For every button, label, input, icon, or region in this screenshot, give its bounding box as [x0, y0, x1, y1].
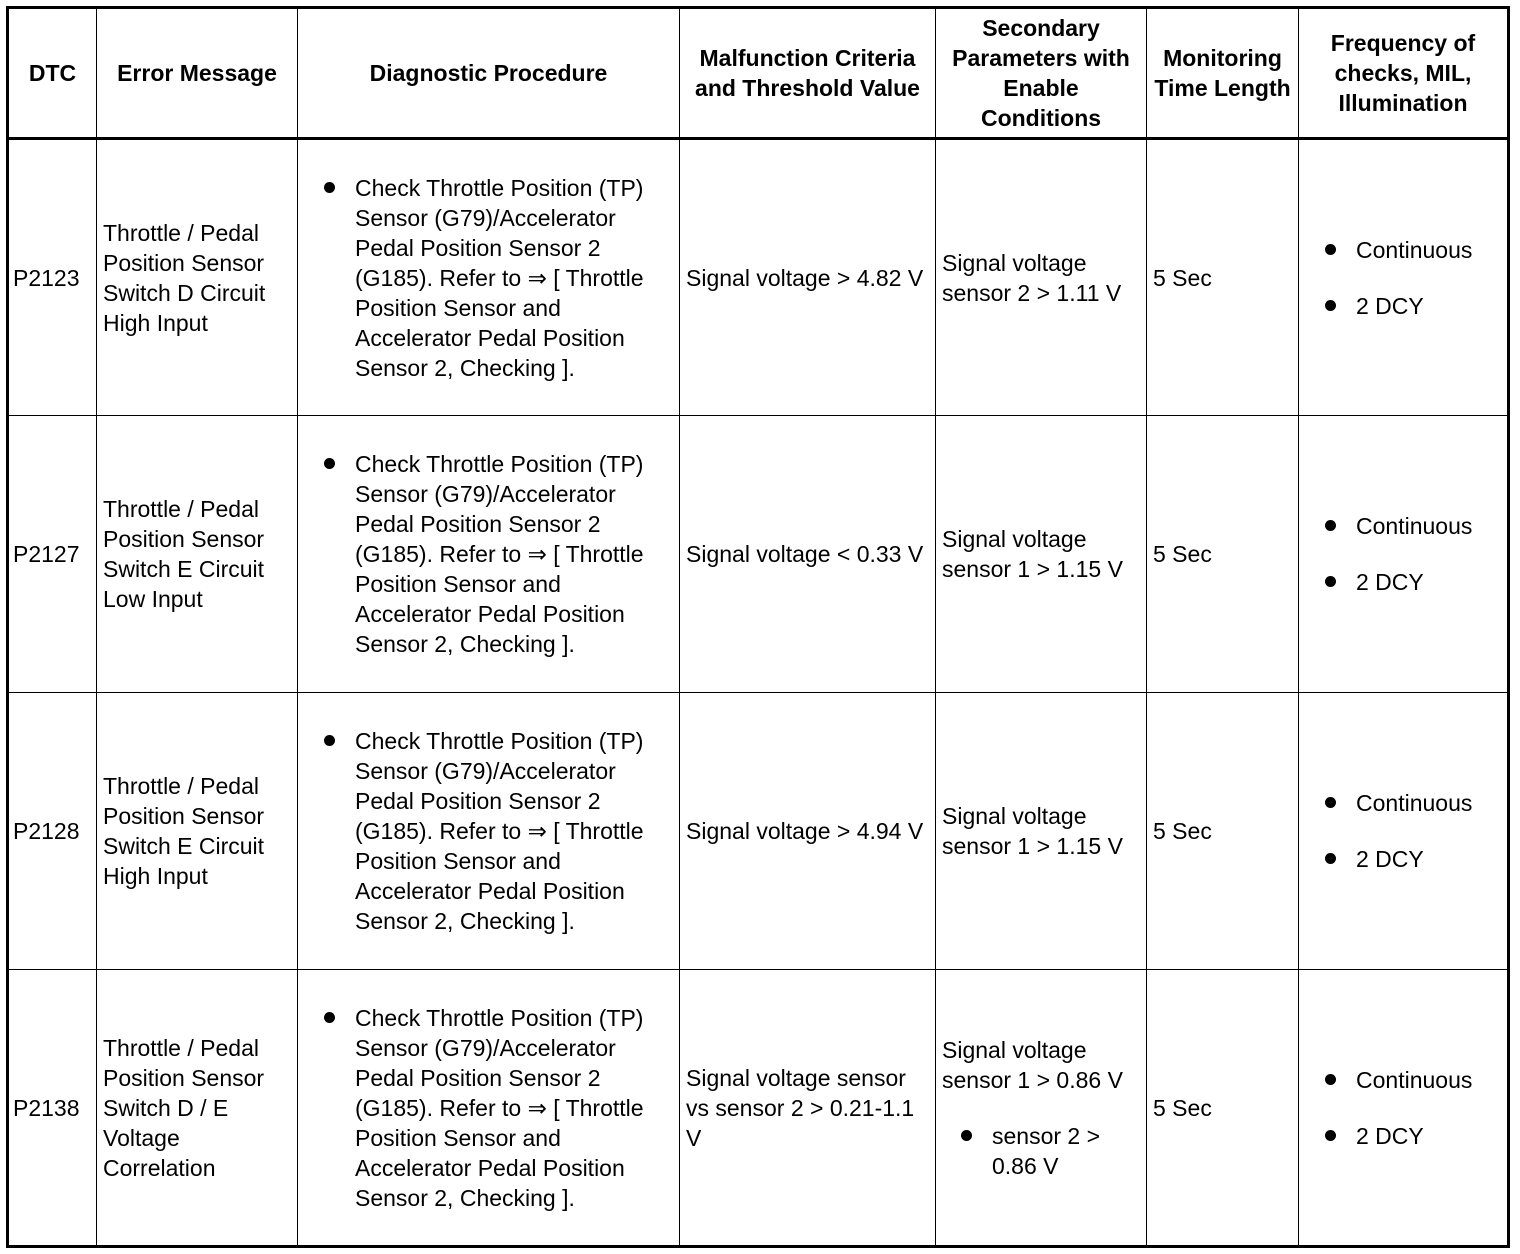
- frequency-list: [1305, 235, 1501, 321]
- error-message: Throttle / Pedal Position Sensor Switch D / E Voltage Correlation: [97, 970, 298, 1247]
- frequency-list: [1305, 788, 1501, 874]
- frequency: [1299, 416, 1509, 693]
- malfunction-criteria: Signal voltage > 4.94 V: [680, 693, 936, 970]
- frequency: [1299, 693, 1509, 970]
- secondary-main: Signal voltage sensor 1 > 0.86 V: [942, 1036, 1123, 1093]
- error-message: Throttle / Pedal Position Sensor Switch E Circuit Low Input: [97, 416, 298, 693]
- secondary-parameters: Signal voltage sensor 1 > 1.15 V: [936, 416, 1147, 693]
- dtc-code: P2138: [8, 970, 97, 1247]
- frequency-item-dcy: 2 DCY: [1305, 567, 1501, 597]
- header-error-message: Error Message: [97, 8, 298, 139]
- malfunction-criteria: Signal voltage > 4.82 V: [680, 139, 936, 416]
- dtc-code: P2123: [8, 139, 97, 416]
- frequency-list: [1305, 1065, 1501, 1151]
- header-diagnostic-procedure: Diagnostic Procedure: [298, 8, 680, 139]
- header-frequency: Frequency of checks, MIL, Illumination: [1299, 8, 1509, 139]
- secondary-parameters: [936, 970, 1147, 1247]
- header-dtc: DTC: [8, 8, 97, 139]
- dtc-table: [6, 6, 1510, 1248]
- procedure-item: Check Throttle Position (TP) Sensor (G79)/Accelerator Pedal Position Sensor 2 (G185). Refer to ⇒ [ Throttle Position Sensor and Accelerator Pedal Position Sensor 2, Checking ].: [304, 449, 673, 659]
- monitoring-time: 5 Sec: [1147, 139, 1299, 416]
- frequency-list: [1305, 511, 1501, 597]
- malfunction-criteria: Signal voltage < 0.33 V: [680, 416, 936, 693]
- table-row: [8, 970, 1509, 1247]
- diagnostic-procedure: [298, 139, 680, 416]
- diagnostic-procedure: [298, 693, 680, 970]
- procedure-list: [304, 1003, 673, 1213]
- procedure-item: Check Throttle Position (TP) Sensor (G79)/Accelerator Pedal Position Sensor 2 (G185). Refer to ⇒ [ Throttle Position Sensor and Accelerator Pedal Position Sensor 2, Checking ].: [304, 1003, 673, 1213]
- frequency-item-continuous: Continuous: [1305, 1065, 1501, 1095]
- dtc-code: P2127: [8, 416, 97, 693]
- secondary-sub-list: [942, 1121, 1140, 1181]
- procedure-item: Check Throttle Position (TP) Sensor (G79)/Accelerator Pedal Position Sensor 2 (G185). Refer to ⇒ [ Throttle Position Sensor and Accelerator Pedal Position Sensor 2, Checking ].: [304, 726, 673, 936]
- malfunction-criteria: Signal voltage sensor vs sensor 2 > 0.21-1.1 V: [680, 970, 936, 1247]
- table-row: [8, 139, 1509, 416]
- monitoring-time: 5 Sec: [1147, 693, 1299, 970]
- frequency-item-continuous: Continuous: [1305, 235, 1501, 265]
- frequency: [1299, 970, 1509, 1247]
- frequency-item-dcy: 2 DCY: [1305, 844, 1501, 874]
- procedure-list: [304, 173, 673, 383]
- error-message: Throttle / Pedal Position Sensor Switch E Circuit High Input: [97, 693, 298, 970]
- secondary-parameters: Signal voltage sensor 2 > 1.11 V: [936, 139, 1147, 416]
- monitoring-time: 5 Sec: [1147, 970, 1299, 1247]
- procedure-list: [304, 449, 673, 659]
- header-monitoring-time: Monitoring Time Length: [1147, 8, 1299, 139]
- frequency-item-dcy: 2 DCY: [1305, 1121, 1501, 1151]
- secondary-parameters: Signal voltage sensor 1 > 1.15 V: [936, 693, 1147, 970]
- table-row: [8, 416, 1509, 693]
- secondary-sub-item: sensor 2 > 0.86 V: [942, 1121, 1140, 1181]
- procedure-item: Check Throttle Position (TP) Sensor (G79)/Accelerator Pedal Position Sensor 2 (G185). Refer to ⇒ [ Throttle Position Sensor and Accelerator Pedal Position Sensor 2, Checking ].: [304, 173, 673, 383]
- error-message: Throttle / Pedal Position Sensor Switch D Circuit High Input: [97, 139, 298, 416]
- header-malfunction-criteria: Malfunction Criteria and Threshold Value: [680, 8, 936, 139]
- frequency-item-dcy: 2 DCY: [1305, 291, 1501, 321]
- procedure-list: [304, 726, 673, 936]
- header-row: [8, 8, 1509, 139]
- header-secondary-parameters: Secondary Parameters with Enable Conditions: [936, 8, 1147, 139]
- frequency-item-continuous: Continuous: [1305, 788, 1501, 818]
- diagnostic-procedure: [298, 970, 680, 1247]
- monitoring-time: 5 Sec: [1147, 416, 1299, 693]
- frequency-item-continuous: Continuous: [1305, 511, 1501, 541]
- diagnostic-procedure: [298, 416, 680, 693]
- dtc-code: P2128: [8, 693, 97, 970]
- table-row: [8, 693, 1509, 970]
- frequency: [1299, 139, 1509, 416]
